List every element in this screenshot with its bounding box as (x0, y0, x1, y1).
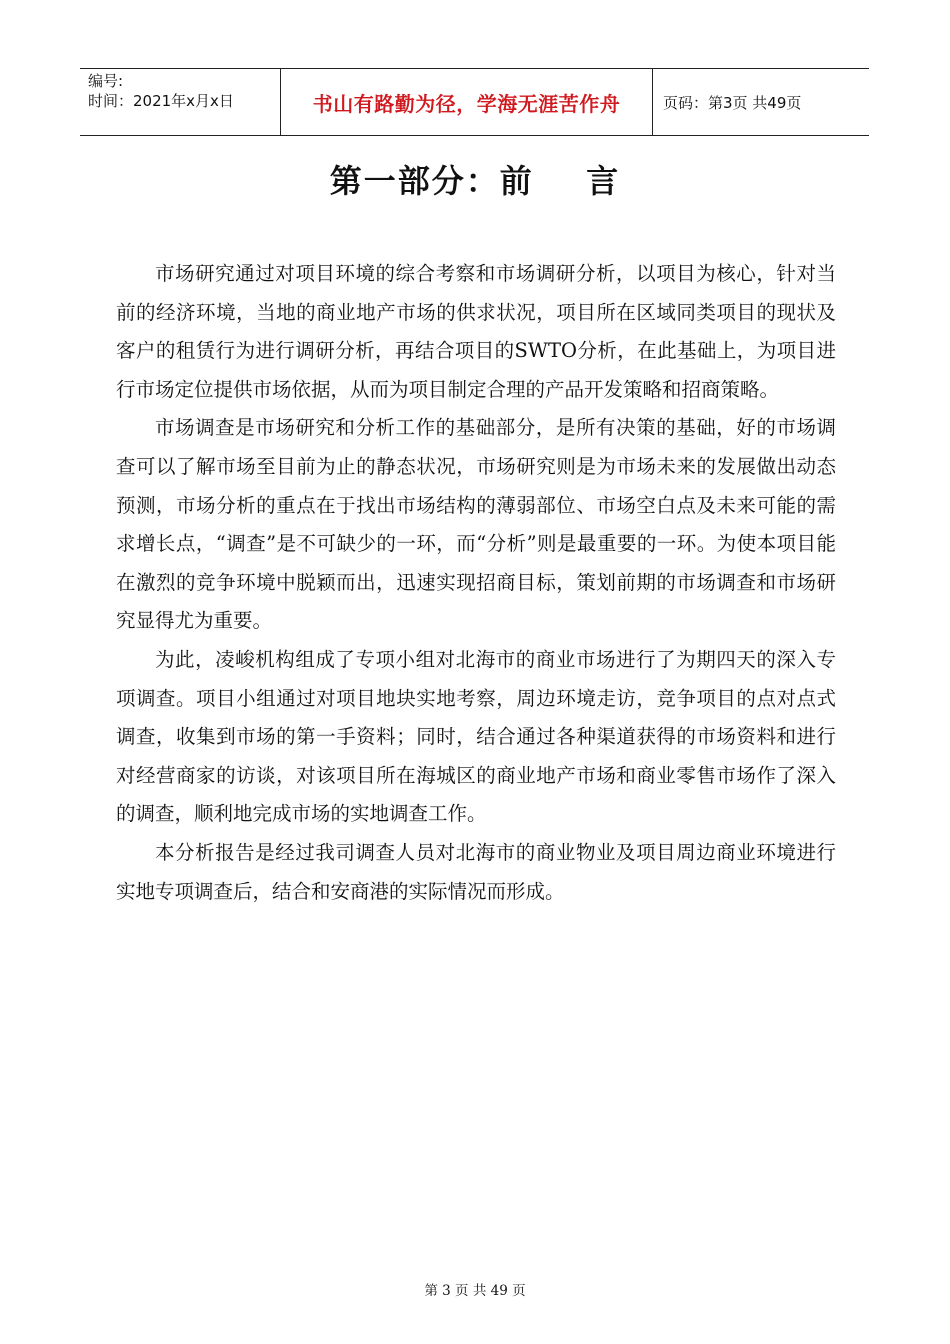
header-page-info: 页码：第3页 共49页 (663, 93, 802, 112)
paragraph: 本分析报告是经过我司调查人员对北海市的商业物业及项目周边商业环境进行实地专项调查后，结合和安商港的实际情况而形成。 (116, 840, 836, 903)
page-footer: 第 3 页 共 49 页 (424, 1283, 526, 1299)
header-code-label: 编号: (88, 72, 124, 90)
page-title: 第一部分：前 言 (329, 162, 621, 200)
header-time-label: 时间：2021年x月x日 (88, 92, 234, 110)
body-text (116, 255, 836, 911)
paragraph: 为此，凌峻机构组成了专项小组对北海市的商业市场进行了为期四天的深入专项调查。项目小组通过对项目地块实地考察，周边环境走访，竞争项目的点对点式调查，收集到市场的第一手资料；同时，结合通过各种渠道获得的市场资料和进行对经营商家的访谈，对该项目所在海城区的商业地产市场和商业零售市场作了深入的调查，顺利地完成市场的实地调查工作。 (116, 647, 836, 826)
header-motto: 书山有路勤为径，学海无涯苦作舟 (281, 69, 653, 135)
document-header (80, 68, 869, 136)
paragraph: 市场调查是市场研究和分析工作的基础部分，是所有决策的基础，好的市场调查可以了解市场至目前为止的静态状况，市场研究则是为市场未来的发展做出动态预测，市场分析的重点在于找出市场结构的薄弱部位、市场空白点及未来可能的需求增长点，“调查”是不可缺少的一环，而“分析”则是最重要的一环。为使本项目能在激烈的竞争环境中脱颖而出，迅速实现招商目标，策划前期的市场调查和市场研究显得尤为重要。 (116, 416, 836, 633)
paragraph: 市场研究通过对项目环境的综合考察和市场调研分析，以项目为核心，针对当前的经济环境，当地的商业地产市场的供求状况，项目所在区域同类项目的现状及客户的租赁行为进行调研分析，再结合项目的SWTO分析，在此基础上，为项目进行市场定位提供市场依据，从而为项目制定合理的产品开发策略和招商策略。 (116, 262, 836, 401)
header-meta (80, 69, 281, 135)
